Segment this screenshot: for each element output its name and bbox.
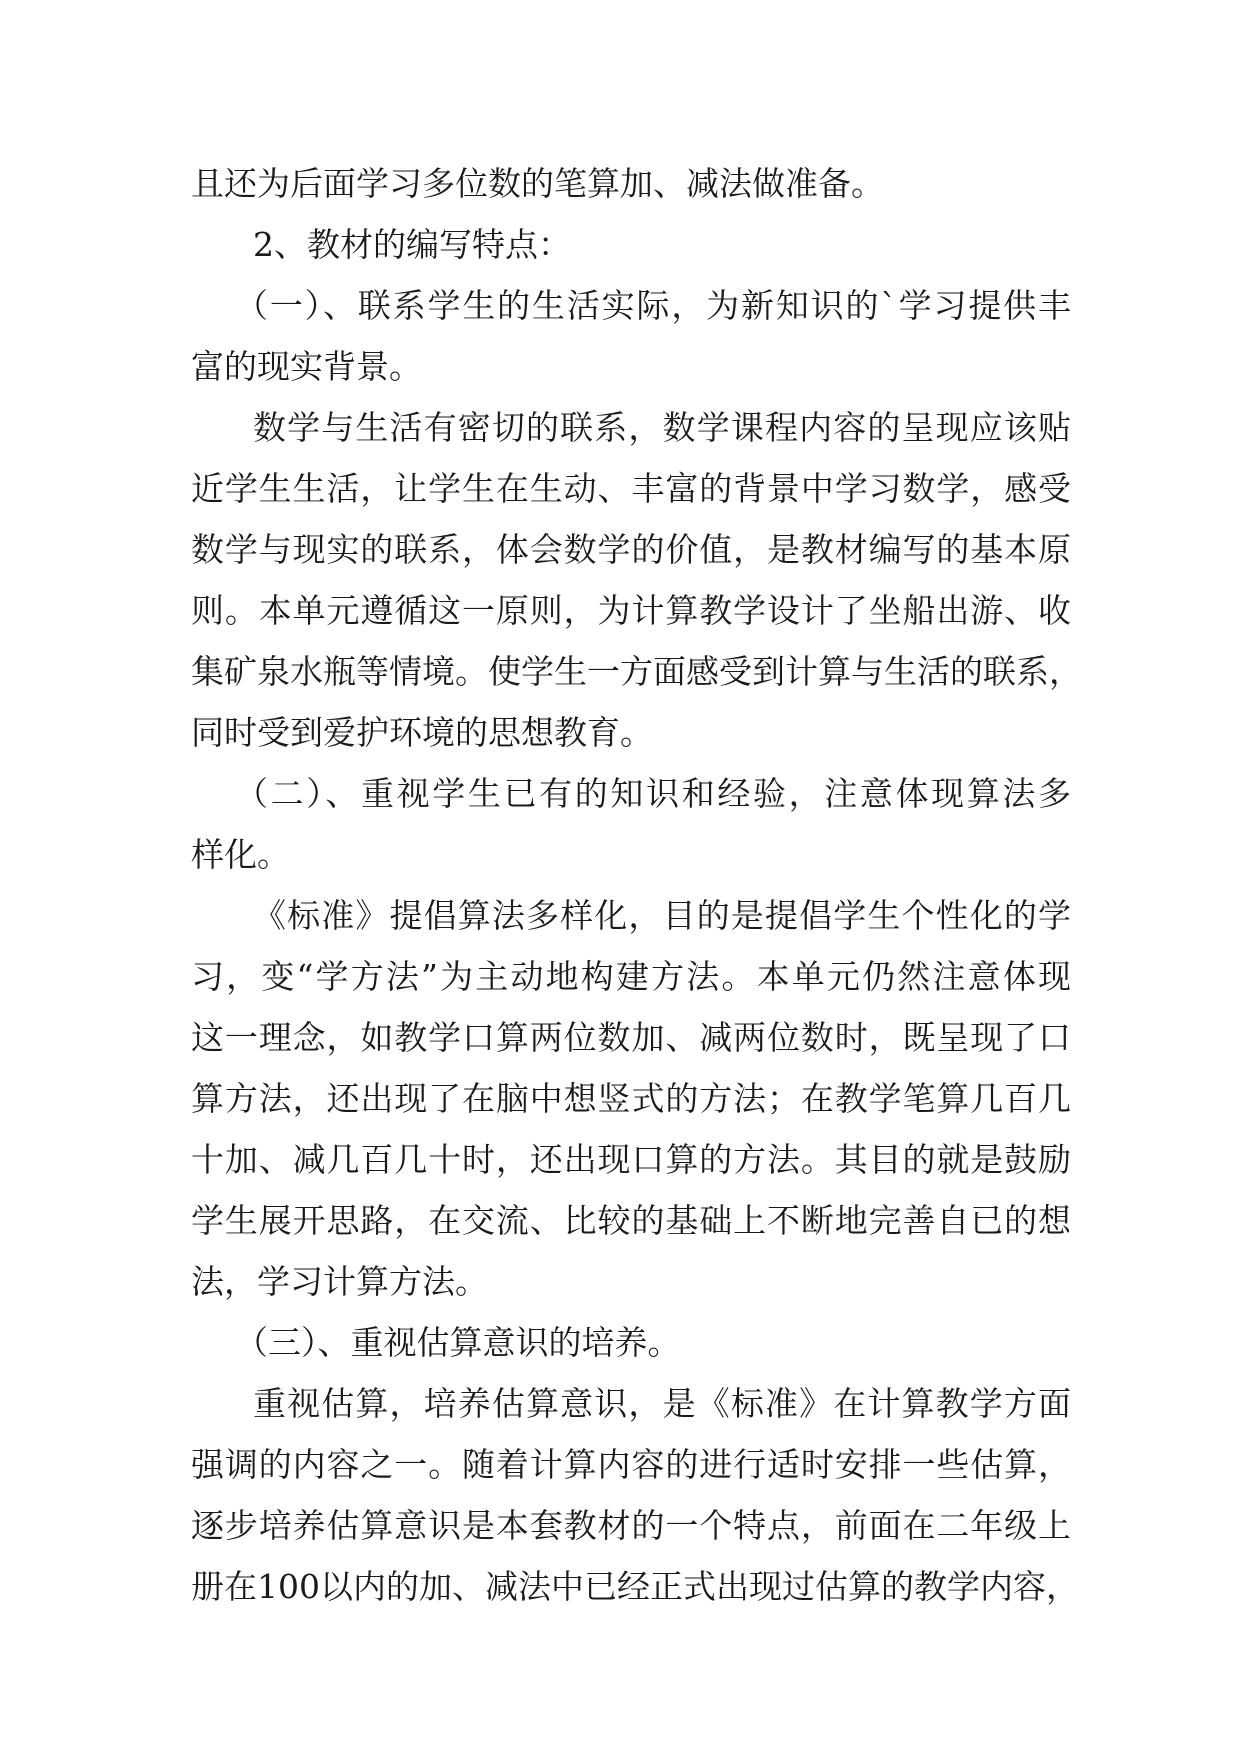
text-line: 同时受到爱护环境的思想教育。 — [191, 713, 653, 752]
text-line: 这一理念，如教学口算两位数加、减两位数时，既呈现了口 — [191, 1018, 1071, 1057]
text-line: 《标准》提倡算法多样化，目的是提倡学生个性化的学 — [253, 896, 1071, 935]
text-line: 学生展开思路，在交流、比较的基础上不断地完善自已的想 — [191, 1201, 1071, 1240]
text-line: 逐步培养估算意识是本套教材的一个特点，前面在二年级上 — [191, 1506, 1071, 1545]
text-line: 重视估算，培养估算意识，是《标准》在计算教学方面 — [253, 1384, 1071, 1423]
text-line: 册在100以内的加、减法中已经正式出现过估算的教学内容， — [191, 1567, 1079, 1606]
text-line: 强调的内容之一。随着计算内容的进行适时安排一些估算， — [191, 1445, 1071, 1484]
section-heading: 2、教材的编写特点： — [253, 225, 571, 264]
text-line: 数学与生活有密切的联系，数学课程内容的呈现应该贴 — [253, 408, 1071, 447]
text-line: 算方法，还出现了在脑中想竖式的方法；在教学笔算几百几 — [191, 1079, 1071, 1118]
text-line: 法，学习计算方法。 — [191, 1262, 488, 1301]
subsection-heading: （一）、联系学生的生活实际，为新知识的`学习提供丰 — [235, 286, 1071, 325]
text-line: 数学与现实的联系，体会数学的价值，是教材编写的基本原 — [191, 530, 1071, 569]
subsection-heading: （二）、重视学生已有的知识和经验，注意体现算法多 — [235, 774, 1071, 813]
text-line: 十加、减几百几十时，还出现口算的方法。其目的就是鼓励 — [191, 1140, 1071, 1179]
text-line: 近学生生活，让学生在生动、丰富的背景中学习数学，感受 — [191, 469, 1071, 508]
text-line: 富的现实背景。 — [191, 347, 422, 386]
subsection-heading: （三）、重视估算意识的培养。 — [235, 1323, 681, 1362]
text-line: 则。本单元遵循这一原则，为计算教学设计了坐船出游、收 — [191, 591, 1071, 630]
text-line: 集矿泉水瓶等情境。使学生一方面感受到计算与生活的联系， — [191, 652, 1082, 691]
text-line: 且还为后面学习多位数的笔算加、减法做准备。 — [191, 164, 884, 203]
text-line: 样化。 — [191, 835, 290, 874]
text-line: 习，变“学方法”为主动地构建方法。本单元仍然注意体现 — [191, 957, 1071, 996]
